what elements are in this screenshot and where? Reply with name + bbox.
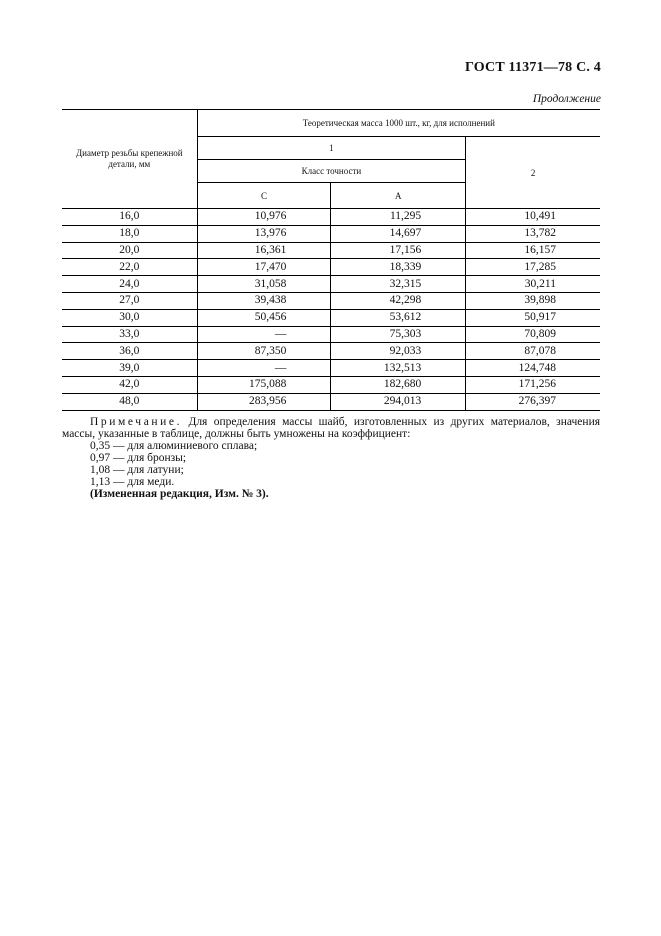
diameter-cell: 48,0 <box>62 393 197 410</box>
class-c-cell: 39,438 <box>197 292 331 309</box>
factor-item: 1,13 — для меди. <box>90 476 175 488</box>
version-2-cell: 10,491 <box>466 209 600 226</box>
class-c-cell: 50,456 <box>197 309 331 326</box>
diameter-cell: 20,0 <box>62 242 197 259</box>
version-2-cell: 70,809 <box>466 326 600 343</box>
diameter-cell: 33,0 <box>62 326 197 343</box>
note-label: Примечание. <box>90 416 183 428</box>
class-c-cell: 31,058 <box>197 276 331 293</box>
table-row <box>62 376 600 393</box>
table-row <box>62 225 600 242</box>
class-c-cell: 13,976 <box>197 225 331 242</box>
factor-item: 1,08 — для латуни; <box>90 464 184 476</box>
diameter-cell: 16,0 <box>62 209 197 226</box>
class-c-cell: 17,470 <box>197 259 331 276</box>
class-c-cell: — <box>197 360 331 377</box>
table-row <box>62 326 600 343</box>
version-2-cell: 171,256 <box>466 376 600 393</box>
class-a-cell: 42,298 <box>331 292 466 309</box>
version-2-cell: 124,748 <box>466 360 600 377</box>
class-c-cell: 16,361 <box>197 242 331 259</box>
amendment-note: (Измененная редакция, Изм. № 3). <box>90 488 269 500</box>
table-row <box>62 309 600 326</box>
version-2-cell: 16,157 <box>466 242 600 259</box>
version-2-header: 2 <box>466 137 600 209</box>
diameter-cell: 36,0 <box>62 343 197 360</box>
class-c-cell: — <box>197 326 331 343</box>
table-row <box>62 360 600 377</box>
table-row <box>62 276 600 293</box>
class-a-cell: 11,295 <box>331 209 466 226</box>
version-2-cell: 87,078 <box>466 343 600 360</box>
version-2-cell: 276,397 <box>466 393 600 410</box>
class-a-header: А <box>331 183 466 209</box>
class-a-cell: 92,033 <box>331 343 466 360</box>
class-a-cell: 75,303 <box>331 326 466 343</box>
note-paragraph <box>62 416 600 440</box>
table-row <box>62 259 600 276</box>
class-c-cell: 175,088 <box>197 376 331 393</box>
diameter-cell: 18,0 <box>62 225 197 242</box>
diameter-cell: 27,0 <box>62 292 197 309</box>
diameter-cell: 30,0 <box>62 309 197 326</box>
document-reference: ГОСТ 11371—78 С. 4 <box>464 60 601 75</box>
table-row <box>62 209 600 226</box>
class-c-cell: 87,350 <box>197 343 331 360</box>
mass-table <box>62 109 600 411</box>
diameter-cell: 42,0 <box>62 376 197 393</box>
class-a-cell: 32,315 <box>331 276 466 293</box>
class-a-cell: 294,013 <box>331 393 466 410</box>
accuracy-class-header: Класс точности <box>197 160 466 183</box>
factor-item: 0,97 — для бронзы; <box>90 452 187 464</box>
class-a-cell: 132,513 <box>331 360 466 377</box>
factor-item: 0,35 — для алюминиевого сплава; <box>90 440 258 452</box>
diameter-cell: 24,0 <box>62 276 197 293</box>
version-2-cell: 13,782 <box>466 225 600 242</box>
version-2-cell: 50,917 <box>466 309 600 326</box>
version-2-cell: 30,211 <box>466 276 600 293</box>
class-a-cell: 18,339 <box>331 259 466 276</box>
factor-list <box>62 440 600 488</box>
class-c-header: С <box>197 183 331 209</box>
class-c-cell: 10,976 <box>197 209 331 226</box>
class-a-cell: 17,156 <box>331 242 466 259</box>
note-text: Для определения массы шайб, изготовленных из других материалов, значения массы, указанные в таблице, должны быть умножены на коэффициент: <box>62 416 601 440</box>
mass-column-header: Теоретическая масса 1000 шт., кг, для исполнений <box>197 110 600 137</box>
diameter-cell: 39,0 <box>62 360 197 377</box>
diameter-column-header: Диаметр резьбы крепежной детали, мм <box>62 110 197 209</box>
class-a-cell: 14,697 <box>331 225 466 242</box>
version-2-cell: 39,898 <box>466 292 600 309</box>
diameter-cell: 22,0 <box>62 259 197 276</box>
class-a-cell: 182,680 <box>331 376 466 393</box>
note-block <box>62 416 600 488</box>
class-a-cell: 53,612 <box>331 309 466 326</box>
table-body <box>62 209 600 411</box>
class-c-cell: 283,956 <box>197 393 331 410</box>
table-row <box>62 343 600 360</box>
version-2-cell: 17,285 <box>466 259 600 276</box>
version-1-header: 1 <box>197 137 466 160</box>
table-row <box>62 292 600 309</box>
continuation-label: Продолжение <box>532 93 601 105</box>
table-row <box>62 393 600 410</box>
table-row <box>62 242 600 259</box>
